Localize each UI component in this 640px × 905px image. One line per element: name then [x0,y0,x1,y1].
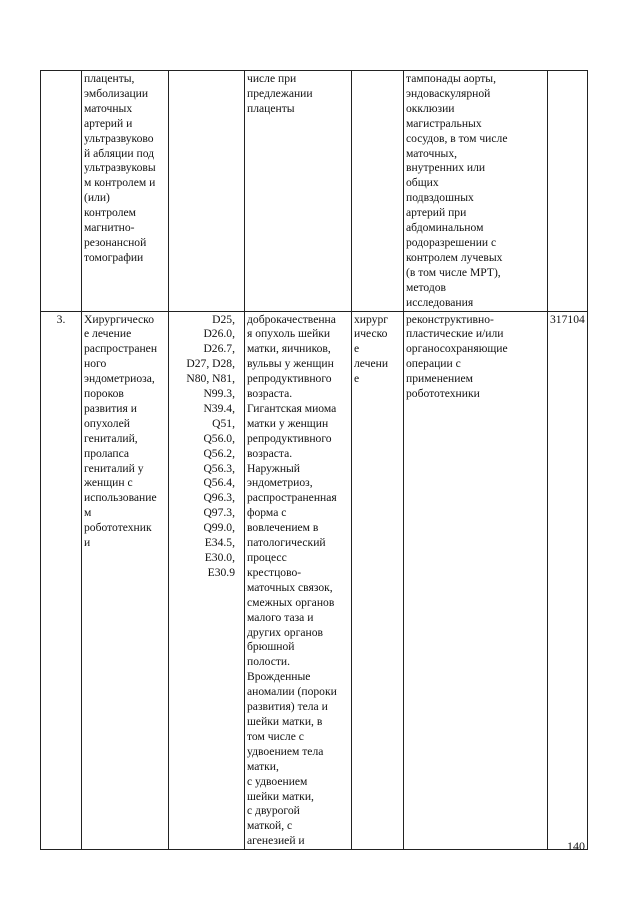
text-line: артерий при [406,206,467,220]
text-line: Гигантская миома [247,401,337,415]
text-line: маточных, [406,146,458,160]
text-line: контролем [84,206,136,220]
text-line: гениталий у [84,461,144,475]
text-line: малого таза и [247,610,314,624]
text-line: доброкачественна [247,312,336,326]
text-line: развития и [84,401,137,415]
text-line: женщин с [84,476,133,490]
text-line: аномалии (пороки [247,685,337,699]
text-line: Хирургическо [84,312,155,326]
text-line: процесс [247,551,287,564]
text-line: N99.3, [203,387,235,401]
text-line: Врожденные [247,670,311,684]
table-row-continuation [41,71,588,312]
text-line: магистральных [406,116,482,130]
text-line: агенезией и [247,834,305,848]
text-line: контролем лучевых [406,250,503,264]
text-line: маточных связок, [247,580,333,594]
text-line: репродуктивного [247,372,332,386]
text-line: е [354,342,360,356]
procedure-name-cell [82,71,169,312]
text-line: развития) тела и [247,700,328,714]
text-line: матки, [247,759,279,773]
text-line: патологический [247,536,326,550]
text-line: D26.7, [203,342,235,356]
text-line: ультразвуково [84,131,154,145]
text-line: (или) [84,191,110,205]
text-line: Q51, [212,416,235,430]
procedure-name-lines [84,313,166,552]
text-line: смежных органов [247,595,335,609]
patient-model-lines [247,313,349,850]
diagnosis-codes-cell [169,311,245,850]
text-line: абдоминальном [406,221,484,235]
treatment-method-cell [404,71,548,312]
patient-model-cell [245,71,352,312]
text-line: D25, [212,312,235,326]
text-line: гениталий, [84,431,138,445]
treatment-method-lines [406,72,545,311]
text-line: матки, яичников, [247,342,331,356]
text-line: сосудов, в том числе [406,131,508,145]
text-line: м контролем и [84,176,156,190]
text-line: крестцово- [247,565,302,579]
text-line: предлежании [247,86,313,100]
treatment-method-lines [406,313,545,402]
treatment-type-cell [352,71,404,312]
procedure-name-cell [82,311,169,850]
text-line: матки у женщин [247,416,329,430]
text-line: возраста. [247,387,293,401]
text-line: маточных [84,101,133,115]
amount-cell [548,71,588,312]
text-line: м [84,506,92,520]
text-line: робототехники [406,387,480,401]
text-line: эндоваскулярной [406,86,491,100]
text-line: пролапса [84,446,130,460]
text-line: ическо [354,327,388,341]
text-line: эндометриоза, [84,372,155,386]
text-line: (в том числе МРТ), [406,265,501,279]
text-line: опухолей [84,416,130,430]
text-line: E30.0, [204,551,235,564]
text-line: эндометриоз, [247,476,313,490]
text-line: возраста. [247,446,293,460]
text-line: магнитно- [84,221,135,235]
text-line: реконструктивно- [406,312,494,326]
table-row-3 [41,311,588,850]
text-line: пластические и/или [406,327,504,341]
text-line: полости. [247,655,291,669]
text-line: с двурогой [247,804,300,818]
text-line: тампонады аорты, [406,72,496,85]
text-line: Q56.3, [203,461,235,475]
text-line: окклюзии [406,101,455,115]
diagnosis-codes-lines [171,313,235,581]
text-line: плаценты [247,101,295,115]
text-line: E30.9 [207,565,235,579]
text-line: е [354,372,360,386]
text-line: шейки матки, в [247,714,323,728]
procedure-name-lines [84,72,166,266]
text-line: артерий и [84,116,133,130]
text-line: репродуктивного [247,431,332,445]
text-line: и [84,536,91,550]
procedures-table [40,70,588,850]
text-line: операции с [406,357,461,371]
text-line: N39.4, [203,401,235,415]
text-line: вовлечением в [247,521,319,535]
text-line: шейки матки, [247,789,314,803]
text-line: резонансной [84,235,147,249]
patient-model-lines [247,72,349,117]
text-line: Q56.0, [203,431,235,445]
treatment-type-cell [352,311,404,850]
text-line: плаценты, [84,72,135,85]
text-line: исследования [406,295,474,309]
text-line: использование [84,491,157,505]
text-line: внутренних или [406,161,486,175]
text-line: других органов [247,625,323,639]
number-cell: 3. [41,311,82,850]
text-line: Q56.4, [203,476,235,490]
text-line: с удвоением [247,774,308,788]
text-line: D26.0, [203,327,235,341]
text-line: общих [406,176,439,190]
text-line: органосохраняющие [406,342,508,356]
text-line: ультразвуковы [84,161,156,175]
text-line: брюшной [247,640,295,654]
text-line: Наружный [247,461,301,475]
page-number: 140 [567,839,585,853]
text-line: числе при [247,72,297,85]
patient-model-cell [245,311,352,850]
text-line: томографии [84,250,144,264]
text-line: D27, D28, [186,357,235,371]
text-line: родоразрешении с [406,235,497,249]
text-line: методов [406,280,447,294]
text-line: пороков [84,387,124,401]
text-line: робототехник [84,521,152,535]
text-line: Q56.2, [203,446,235,460]
text-line: E34.5, [204,536,235,550]
text-line: распространен [84,342,158,356]
text-line: е лечение [84,327,132,341]
text-line: й абляции под [84,146,155,160]
text-line: эмболизации [84,86,149,100]
text-line: хирург [354,312,388,326]
text-line: лечени [354,357,389,371]
text-line: Q99.0, [203,521,235,535]
text-line: применением [406,372,473,386]
text-line: Q97.3, [203,506,235,520]
diagnosis-codes-cell [169,71,245,312]
treatment-type-lines [354,313,401,388]
text-line: я опухоль шейки [247,327,331,341]
text-line: удвоением тела [247,744,324,758]
amount-cell: 317104 [548,311,588,850]
treatment-method-cell [404,311,548,850]
text-line: форма с [247,506,287,520]
text-line: маткой, с [247,819,293,833]
text-line: N80, N81, [186,372,235,386]
text-line: подвздошных [406,191,474,205]
number-cell [41,71,82,312]
text-line: распространенная [247,491,337,505]
text-line: ного [84,357,107,371]
text-line: Q96.3, [203,491,235,505]
text-line: том числе с [247,729,304,743]
text-line: вульвы у женщин [247,357,334,371]
